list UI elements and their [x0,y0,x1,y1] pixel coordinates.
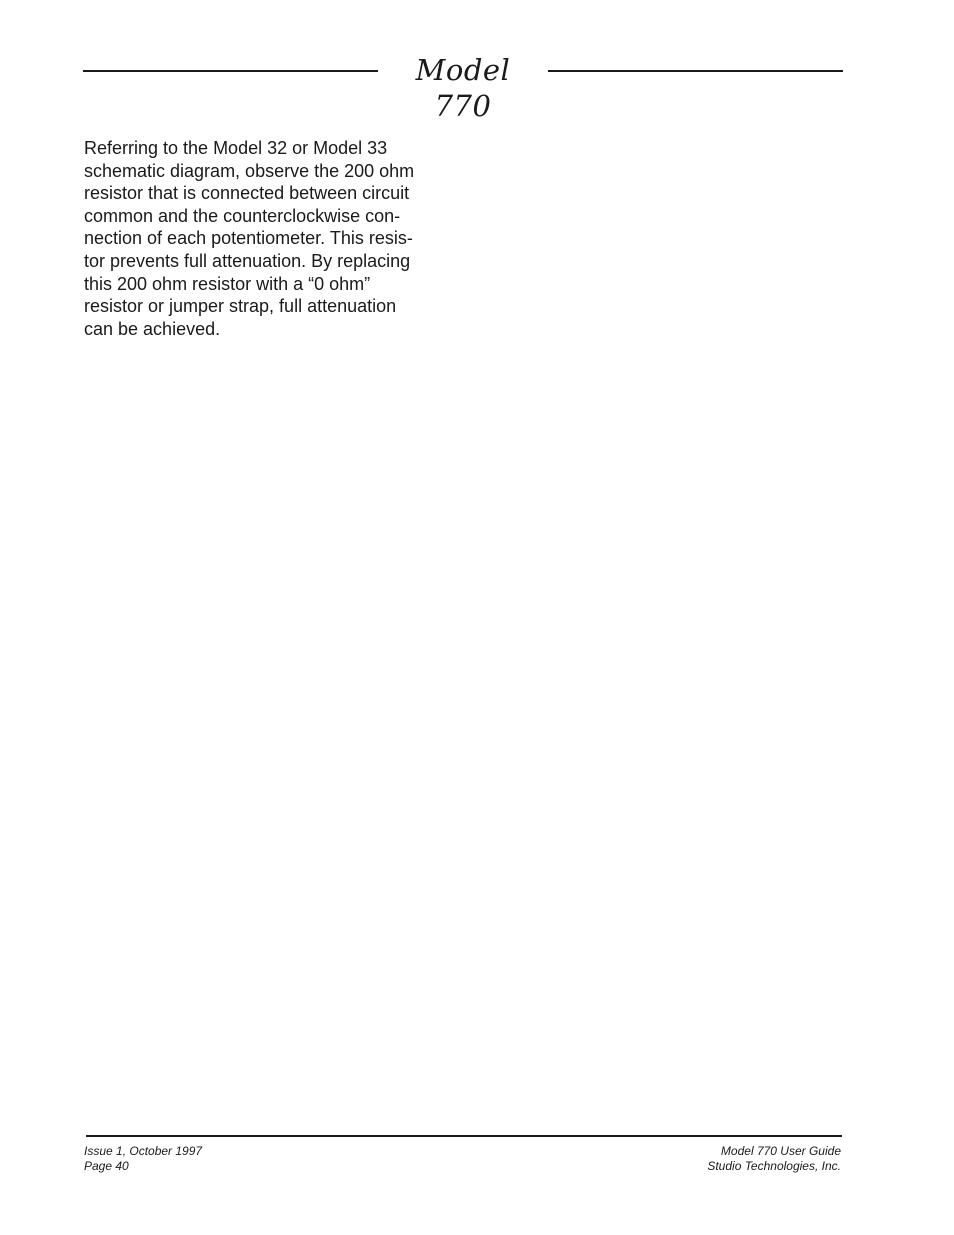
paragraph-line: resistor that is connected between circuit [84,183,410,204]
paragraph-line: common and the counterclockwise con- [84,205,401,226]
footer-rule [86,1135,842,1137]
paragraph-line: nection of each potentiometer. This resis- [84,228,413,249]
footer-page-number: Page 40 [84,1159,129,1173]
footer-issue: Issue 1, October 1997 [84,1144,203,1158]
paragraph-line: this 200 ohm resistor with a “0 ohm” [84,273,371,294]
header-rule-left [83,70,378,72]
paragraph-line: resistor or jumper strap, full attenuation [84,296,397,317]
footer-guide-title: Model 770 User Guide [720,1144,841,1158]
header-rule-right [548,70,843,72]
paragraph-line: Referring to the Model 32 or Model 33 [84,138,388,158]
page-title: Model 770 [415,53,511,123]
paragraph-line: schematic diagram, observe the 200 ohm [84,160,415,181]
paragraph-line: can be achieved. [84,318,221,339]
paragraph-line: tor prevents full attenuation. By replacing [84,250,411,271]
footer-left [84,1144,202,1174]
footer-right [707,1144,841,1174]
body-paragraph [84,137,444,340]
footer-company: Studio Technologies, Inc. [707,1159,841,1173]
